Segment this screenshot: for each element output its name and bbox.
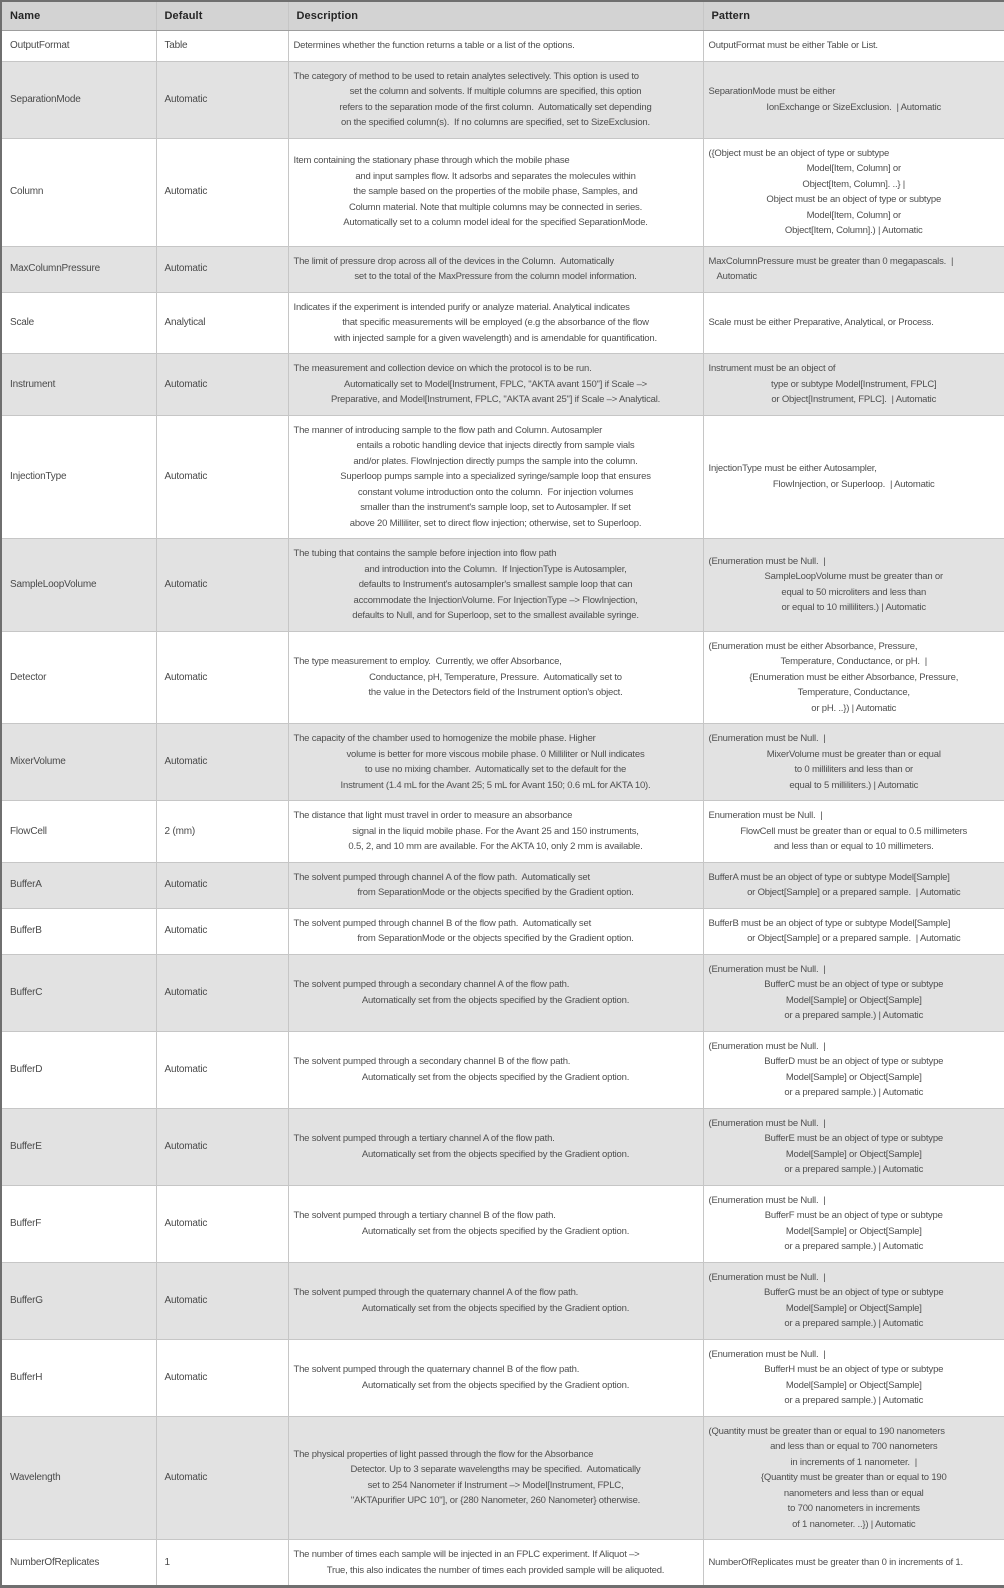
table-row — [1, 1108, 1004, 1185]
cell-description-line: constant volume introduction onto the column. For injection volumes — [357, 486, 634, 498]
cell-description-line: The limit of pressure drop across all of the devices in the Column. Automatically — [293, 255, 614, 267]
cell-description-line: The category of method to be used to retain analytes selectively. This option is used to — [293, 70, 639, 82]
cell-name — [1, 1416, 156, 1540]
cell-pattern-line: ({Object must be an object of type or subtype — [708, 147, 890, 159]
cell-description-line: Instrument (1.4 mL for the Avant 25; 5 mL for Avant 150; 0.6 mL for AKTA 10). — [340, 779, 651, 791]
cell-description-line: The type measurement to employ. Currently, we offer Absorbance, — [293, 656, 562, 667]
cell-description-line: The distance that light must travel in order to measure an absorbance — [293, 810, 573, 821]
column-header-pattern: Pattern — [703, 1, 1004, 31]
cell-default-line: Automatic — [164, 93, 208, 105]
cell-pattern — [703, 246, 1004, 292]
cell-pattern-line: (Enumeration must be Null. | — [708, 1040, 826, 1052]
cell-description-line: Determines whether the function returns a table or a list of the options. — [293, 40, 575, 51]
cell-name — [1, 354, 156, 416]
cell-default-line: Automatic — [164, 925, 208, 937]
cell-description-line: defaults to Null, and for Superloop, set to the smallest available syringe. — [352, 610, 639, 621]
cell-pattern-line: BufferD must be an object of type or subtype — [764, 1056, 944, 1067]
cell-pattern-line: Model[Item, Column] or — [806, 209, 901, 221]
cell-description-line: "AKTApurifier UPC 10"], or {280 Nanometer, 260 Nanometer} otherwise. — [350, 1495, 641, 1507]
cell-default — [156, 138, 288, 246]
cell-description-line: set to the total of the MaxPressure from the column model information. — [354, 271, 637, 282]
cell-pattern-line: of 1 nanometer. ..}) | Automatic — [792, 1518, 916, 1530]
cell-description — [288, 246, 703, 292]
cell-name-line: SeparationMode — [10, 93, 81, 105]
cell-name-line: Instrument — [10, 378, 56, 390]
cell-pattern — [703, 1185, 1004, 1262]
cell-default — [156, 1339, 288, 1416]
cell-name — [1, 1185, 156, 1262]
cell-pattern-line: Object must be an object of type or subtype — [766, 194, 942, 205]
cell-description-line: refers to the separation mode of the first column. Automatically set depending — [339, 101, 652, 113]
table-row — [1, 292, 1004, 354]
cell-description — [288, 415, 703, 539]
cell-name-line: Scale — [10, 317, 35, 328]
cell-description-line: from SeparationMode or the objects specified by the Gradient option. — [357, 887, 634, 898]
cell-name — [1, 724, 156, 801]
cell-pattern — [703, 862, 1004, 908]
cell-pattern-line: BufferA must be an object of type or subtype Model[Sample] — [708, 871, 950, 883]
cell-pattern — [703, 801, 1004, 863]
cell-default-line: Automatic — [164, 756, 208, 768]
cell-name-line: FlowCell — [10, 825, 47, 837]
cell-default-line: Automatic — [164, 986, 208, 998]
cell-name — [1, 138, 156, 246]
cell-description-line: Indicates if the experiment is intended purify or analyze material. Analytical indicates — [293, 301, 630, 313]
cell-name — [1, 1031, 156, 1108]
cell-description-line: Automatically set from the objects specified by the Gradient option. — [361, 1302, 630, 1314]
cell-pattern-line: Model[Item, Column] or — [806, 163, 901, 174]
cell-pattern — [703, 292, 1004, 354]
cell-name — [1, 246, 156, 292]
cell-description — [288, 724, 703, 801]
cell-description-line: The solvent pumped through a tertiary channel A of the flow path. — [293, 1133, 555, 1144]
cell-pattern-line: FlowInjection, or Superloop. | Automatic — [772, 478, 935, 490]
cell-pattern-line: Model[Sample] or Object[Sample] — [785, 1071, 922, 1083]
cell-pattern-line: (Enumeration must be Null. | — [708, 1117, 826, 1129]
cell-description-line: The solvent pumped through channel B of the flow path. Automatically set — [293, 917, 592, 929]
cell-pattern-line: or pH. ..}) | Automatic — [811, 702, 897, 714]
cell-default-line: Automatic — [164, 471, 208, 482]
cell-description-line: from SeparationMode or the objects specified by the Gradient option. — [357, 933, 634, 944]
cell-pattern — [703, 539, 1004, 632]
cell-default-line: Automatic — [164, 263, 208, 275]
cell-default — [156, 539, 288, 632]
cell-description-line: with injected sample for a given wavelength) and is amendable for quantification. — [334, 332, 657, 344]
table-header-row — [1, 1, 1004, 31]
column-header-description: Description — [288, 1, 703, 31]
cell-default-line: Automatic — [164, 378, 208, 390]
cell-description-line: The solvent pumped through a secondary channel B of the flow path. — [293, 1056, 571, 1067]
cell-description-line: Automatically set to Model[Instrument, FPLC, "AKTA avant 150"] if Scale –> — [343, 378, 648, 390]
cell-description-line: on the specified column(s). If no columns are specified, set to SizeExclusion. — [341, 117, 650, 128]
cell-pattern-line: or a prepared sample.) | Automatic — [784, 1164, 924, 1175]
cell-name — [1, 415, 156, 539]
cell-pattern-line: MixerVolume must be greater than or equal — [766, 748, 941, 760]
cell-description — [288, 1108, 703, 1185]
cell-pattern — [703, 354, 1004, 416]
cell-default — [156, 31, 288, 62]
cell-name-line: BufferD — [10, 1063, 43, 1075]
cell-default — [156, 908, 288, 954]
cell-description — [288, 1540, 703, 1587]
cell-default — [156, 1031, 288, 1108]
cell-name — [1, 1339, 156, 1416]
cell-pattern-line: IonExchange or SizeExclusion. | Automatic — [766, 101, 942, 113]
cell-description-line: Preparative, and Model[Instrument, FPLC, "AKTA avant 25"] if Scale –> Analytical. — [330, 394, 661, 405]
cell-description-line: Automatically set from the objects specified by the Gradient option. — [361, 1225, 630, 1237]
table-row — [1, 1185, 1004, 1262]
cell-name — [1, 31, 156, 62]
cell-pattern-line: SeparationMode must be either — [708, 86, 836, 97]
cell-default-line: Analytical — [164, 317, 206, 328]
table-row — [1, 1540, 1004, 1587]
cell-pattern-line: or Object[Sample] or a prepared sample. | Automatic — [747, 887, 961, 898]
cell-name-line: BufferA — [10, 879, 42, 891]
cell-description — [288, 1339, 703, 1416]
cell-pattern-line: (Enumeration must be Null. | — [708, 1194, 826, 1206]
table-row — [1, 724, 1004, 801]
cell-pattern-line: InjectionType must be either Autosampler, — [708, 463, 877, 475]
cell-pattern — [703, 1108, 1004, 1185]
cell-description — [288, 539, 703, 632]
cell-default — [156, 415, 288, 539]
cell-pattern-line: (Enumeration must be Null. | — [708, 555, 826, 567]
table-row — [1, 1339, 1004, 1416]
cell-description-line: The tubing that contains the sample before injection into flow path — [293, 548, 557, 559]
cell-description-line: The measurement and collection device on which the protocol is to be run. — [293, 363, 592, 374]
cell-pattern-line: equal to 5 milliliters.) | Automatic — [789, 779, 919, 791]
table-row — [1, 31, 1004, 62]
table-row — [1, 354, 1004, 416]
table-row — [1, 1262, 1004, 1339]
table-row — [1, 954, 1004, 1031]
cell-description-line: The physical properties of light passed through the flow for the Absorbance — [293, 1448, 594, 1460]
cell-pattern — [703, 138, 1004, 246]
cell-name — [1, 1540, 156, 1587]
cell-name — [1, 862, 156, 908]
cell-description-line: The solvent pumped through channel A of the flow path. Automatically set — [293, 871, 590, 883]
cell-description-line: Automatically set from the objects specified by the Gradient option. — [361, 1379, 630, 1391]
cell-pattern-line: Temperature, Conductance, or pH. | — [780, 656, 927, 667]
cell-pattern-line: Instrument must be an object of — [708, 363, 836, 374]
cell-pattern-line: or Object[Sample] or a prepared sample. | Automatic — [747, 933, 961, 944]
cell-default — [156, 1108, 288, 1185]
cell-description-line: signal in the liquid mobile phase. For the Avant 25 and 150 instruments, — [352, 825, 639, 837]
cell-pattern-line: (Enumeration must be Null. | — [708, 1348, 826, 1360]
cell-description-line: entails a robotic handling device that injects directly from sample vials — [356, 440, 635, 451]
cell-default-line: Automatic — [164, 1217, 208, 1229]
cell-pattern-line: equal to 50 microliters and less than — [781, 586, 927, 598]
cell-description — [288, 31, 703, 62]
cell-pattern-line: (Enumeration must be Null. | — [708, 733, 826, 744]
cell-name-line: SampleLoopVolume — [10, 579, 97, 590]
cell-default — [156, 801, 288, 863]
cell-pattern-line: Automatic — [716, 271, 757, 282]
cell-description-line: The solvent pumped through a secondary channel A of the flow path. — [293, 979, 570, 990]
cell-name-line: BufferC — [10, 986, 43, 998]
cell-pattern-line: BufferF must be an object of type or subtype — [764, 1210, 943, 1221]
cell-name — [1, 539, 156, 632]
cell-pattern-line: Model[Sample] or Object[Sample] — [785, 994, 922, 1006]
cell-description-line: The capacity of the chamber used to homogenize the mobile phase. Higher — [293, 733, 596, 744]
cell-default — [156, 1540, 288, 1587]
cell-description-line: and input samples flow. It adsorbs and separates the molecules within — [355, 170, 636, 182]
cell-description-line: True, this also indicates the number of times each provided sample will be aliquoted. — [326, 1564, 665, 1576]
cell-default — [156, 292, 288, 354]
cell-pattern-line: OutputFormat must be either Table or List. — [708, 40, 878, 51]
cell-default-line: Automatic — [164, 186, 208, 198]
cell-pattern-line: FlowCell must be greater than or equal to 0.5 millimeters — [740, 825, 968, 837]
cell-default — [156, 862, 288, 908]
cell-description-line: accommodate the InjectionVolume. For InjectionType –> FlowInjection, — [353, 594, 638, 606]
cell-description-line: The solvent pumped through the quaternary channel A of the flow path. — [293, 1287, 579, 1298]
cell-pattern-line: {Enumeration must be either Absorbance, Pressure, — [749, 671, 959, 683]
cell-name-line: BufferF — [10, 1217, 42, 1229]
cell-description — [288, 862, 703, 908]
cell-pattern-line: or a prepared sample.) | Automatic — [784, 1087, 924, 1098]
cell-pattern — [703, 415, 1004, 539]
cell-pattern — [703, 31, 1004, 62]
cell-name-line: NumberOfReplicates — [10, 1556, 100, 1568]
cell-default — [156, 61, 288, 138]
table-row — [1, 908, 1004, 954]
cell-pattern-line: nanometers and less than or equal — [783, 1487, 924, 1499]
cell-default-line: Automatic — [164, 1371, 208, 1383]
cell-pattern-line: type or subtype Model[Instrument, FPLC] — [771, 378, 937, 390]
cell-description — [288, 1031, 703, 1108]
cell-description-line: set to 254 Nanometer if Instrument –> Model[Instrument, FPLC, — [367, 1479, 624, 1491]
cell-pattern-line: or equal to 10 milliliters.) | Automatic — [781, 602, 926, 614]
cell-pattern — [703, 954, 1004, 1031]
cell-description — [288, 631, 703, 724]
cell-name-line: Detector — [10, 671, 47, 683]
cell-pattern-line: to 700 nanometers in increments — [787, 1503, 920, 1514]
cell-default — [156, 1185, 288, 1262]
table-row — [1, 61, 1004, 138]
cell-pattern-line: Temperature, Conductance, — [797, 687, 910, 698]
cell-name — [1, 954, 156, 1031]
table-row — [1, 631, 1004, 724]
cell-pattern-line: Enumeration must be Null. | — [708, 810, 823, 821]
cell-description-line: to use no mixing chamber. Automatically set to the default for the — [364, 764, 627, 775]
cell-description-line: The manner of introducing sample to the flow path and Column. Autosampler — [293, 424, 603, 436]
cell-pattern — [703, 631, 1004, 724]
cell-description-line: The solvent pumped through a tertiary channel B of the flow path. — [293, 1210, 556, 1221]
cell-name — [1, 801, 156, 863]
cell-description-line: Automatically set from the objects specified by the Gradient option. — [361, 1148, 630, 1160]
cell-description — [288, 354, 703, 416]
cell-default — [156, 631, 288, 724]
cell-pattern — [703, 724, 1004, 801]
cell-pattern-line: or a prepared sample.) | Automatic — [784, 1010, 924, 1021]
cell-description-line: Automatically set to a column model ideal for the specified SeparationMode. — [343, 217, 648, 229]
cell-pattern-line: BufferG must be an object of type or subtype — [763, 1287, 944, 1298]
cell-description-line: and/or plates. FlowInjection directly pumps the sample into the column. — [353, 455, 638, 467]
cell-name-line: InjectionType — [10, 471, 67, 482]
cell-pattern-line: BufferE must be an object of type or subtype — [764, 1133, 943, 1144]
cell-description — [288, 61, 703, 138]
table-row — [1, 138, 1004, 246]
cell-pattern — [703, 1262, 1004, 1339]
cell-name — [1, 61, 156, 138]
cell-name-line: MixerVolume — [10, 756, 66, 768]
cell-name-line: Column — [10, 186, 44, 198]
options-table-body — [1, 31, 1004, 1587]
cell-description-line: Automatically set from the objects specified by the Gradient option. — [361, 994, 630, 1006]
cell-name-line: Wavelength — [10, 1472, 61, 1483]
cell-default-line: Automatic — [164, 879, 208, 891]
cell-default-line: Automatic — [164, 579, 208, 590]
cell-default — [156, 1262, 288, 1339]
cell-pattern-line: (Quantity must be greater than or equal to 190 nanometers — [708, 1425, 945, 1437]
cell-description-line: Detector. Up to 3 separate wavelengths may be specified. Automatically — [350, 1464, 641, 1476]
cell-pattern-line: (Enumeration must be Null. | — [708, 1271, 826, 1283]
column-header-name: Name — [1, 1, 156, 31]
table-row — [1, 246, 1004, 292]
cell-default — [156, 1416, 288, 1540]
cell-pattern-line: Model[Sample] or Object[Sample] — [785, 1302, 922, 1314]
cell-pattern-line: or a prepared sample.) | Automatic — [784, 1318, 924, 1329]
cell-pattern-line: BufferB must be an object of type or subtype Model[Sample] — [708, 917, 951, 929]
cell-pattern-line: or a prepared sample.) | Automatic — [784, 1241, 924, 1252]
cell-pattern-line: SampleLoopVolume must be greater than or — [764, 571, 943, 583]
cell-description-line: the value in the Detectors field of the Instrument option's object. — [368, 687, 623, 698]
table-row — [1, 862, 1004, 908]
table-row — [1, 1416, 1004, 1540]
cell-description-line: The solvent pumped through the quaternary channel B of the flow path. — [293, 1364, 580, 1375]
cell-description-line: the sample based on the properties of the mobile phase, Samples, and — [353, 186, 638, 198]
cell-description-line: set the column and solvents. If multiple columns are specified, this option — [349, 86, 642, 97]
cell-description-line: Item containing the stationary phase through which the mobile phase — [293, 155, 570, 167]
cell-pattern — [703, 1339, 1004, 1416]
cell-name — [1, 631, 156, 724]
cell-description-line: 0.5, 2, and 10 mm are available. For the AKTA 10, only 2 mm is available. — [348, 841, 643, 852]
cell-name-line: BufferH — [10, 1371, 43, 1383]
cell-pattern-line: BufferH must be an object of type or subtype — [764, 1364, 944, 1375]
cell-default-line: Automatic — [164, 1140, 208, 1152]
cell-description-line: Column material. Note that multiple columns may be connected in series. — [348, 201, 643, 213]
cell-description — [288, 954, 703, 1031]
cell-name-line: OutputFormat — [10, 40, 70, 51]
cell-description-line: above 20 Milliliter, set to direct flow injection; otherwise, set to Superloop. — [349, 517, 642, 529]
cell-description — [288, 292, 703, 354]
cell-name — [1, 292, 156, 354]
cell-pattern-line: NumberOfReplicates must be greater than 0 in increments of 1. — [708, 1556, 963, 1568]
cell-pattern-line: {Quantity must be greater than or equal to 190 — [760, 1472, 947, 1483]
cell-description — [288, 1416, 703, 1540]
cell-pattern-line: MaxColumnPressure must be greater than 0 megapascals. | — [708, 255, 954, 267]
table-row — [1, 801, 1004, 863]
cell-pattern-line: and less than or equal to 700 nanometers — [770, 1441, 938, 1452]
cell-pattern-line: and less than or equal to 10 millimeters. — [773, 841, 934, 852]
cell-default — [156, 954, 288, 1031]
cell-description-line: that specific measurements will be employed (e.g the absorbance of the flow — [342, 317, 649, 328]
column-header-default: Default — [156, 1, 288, 31]
cell-description-line: The number of times each sample will be injected in an FPLC experiment. If Aliquot –> — [293, 1549, 640, 1560]
cell-description — [288, 908, 703, 954]
cell-pattern — [703, 1540, 1004, 1587]
cell-description — [288, 1185, 703, 1262]
cell-pattern — [703, 1031, 1004, 1108]
cell-default-line: Table — [164, 40, 188, 51]
cell-name — [1, 908, 156, 954]
cell-name — [1, 1108, 156, 1185]
cell-description — [288, 1262, 703, 1339]
cell-pattern-line: (Enumeration must be either Absorbance, Pressure, — [708, 640, 918, 652]
cell-description-line: Superloop pumps sample into a specialized syringe/sample loop that ensures — [340, 471, 651, 482]
cell-description-line: volume is better for more viscous mobile phase. 0 Milliliter or Null indicates — [346, 748, 645, 760]
cell-pattern — [703, 1416, 1004, 1540]
cell-description-line: and introduction into the Column. If InjectionType is Autosampler, — [364, 563, 627, 575]
cell-name — [1, 1262, 156, 1339]
cell-name-line: MaxColumnPressure — [10, 263, 100, 275]
cell-description-line: defaults to Instrument's autosampler's smallest sample loop that can — [358, 579, 633, 590]
cell-pattern-line: Model[Sample] or Object[Sample] — [785, 1225, 922, 1237]
table-row — [1, 539, 1004, 632]
cell-description — [288, 801, 703, 863]
cell-pattern-line: Object[Item, Column].) | Automatic — [784, 225, 923, 236]
cell-pattern-line: BufferC must be an object of type or subtype — [764, 979, 944, 990]
cell-default-line: 2 (mm) — [164, 825, 195, 837]
cell-pattern-line: Object[Item, Column]. ..} | — [802, 178, 906, 190]
cell-default-line: Automatic — [164, 671, 208, 683]
cell-name-line: BufferG — [10, 1294, 43, 1306]
cell-pattern-line: Model[Sample] or Object[Sample] — [785, 1148, 922, 1160]
cell-default — [156, 354, 288, 416]
cell-pattern-line: or Object[Instrument, FPLC]. | Automatic — [771, 394, 937, 405]
cell-default-line: Automatic — [164, 1294, 208, 1306]
cell-default-line: 1 — [164, 1556, 170, 1568]
table-row — [1, 415, 1004, 539]
cell-pattern-line: to 0 milliliters and less than or — [794, 764, 914, 775]
cell-name-line: BufferB — [10, 925, 42, 937]
cell-default — [156, 246, 288, 292]
cell-pattern-line: (Enumeration must be Null. | — [708, 963, 826, 975]
cell-pattern-line: Model[Sample] or Object[Sample] — [785, 1379, 922, 1391]
cell-pattern — [703, 61, 1004, 138]
cell-default-line: Automatic — [164, 1063, 208, 1075]
cell-description-line: Automatically set from the objects specified by the Gradient option. — [361, 1071, 630, 1083]
cell-name-line: BufferE — [10, 1140, 42, 1152]
cell-default — [156, 724, 288, 801]
cell-pattern-line: or a prepared sample.) | Automatic — [784, 1395, 924, 1406]
cell-description-line: Conductance, pH, Temperature, Pressure. Automatically set to — [369, 671, 622, 683]
cell-description — [288, 138, 703, 246]
table-row — [1, 1031, 1004, 1108]
cell-default-line: Automatic — [164, 1472, 208, 1483]
cell-pattern-line: in increments of 1 nanometer. | — [790, 1456, 917, 1468]
cell-pattern — [703, 908, 1004, 954]
cell-description-line: smaller than the instrument's sample loop, set to Autosampler. If set — [360, 502, 631, 513]
cell-pattern-line: Scale must be either Preparative, Analytical, or Process. — [708, 317, 934, 328]
